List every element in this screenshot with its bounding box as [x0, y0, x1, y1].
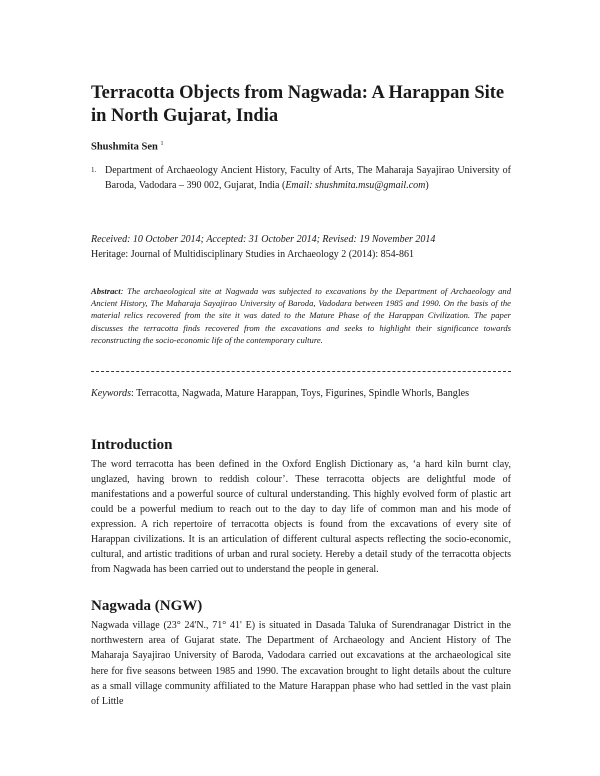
keywords	[91, 386, 511, 401]
affiliation-marker: 1.	[91, 166, 97, 174]
author-name-text: Shushmita Sen	[91, 141, 158, 153]
abstract-label: Abstract	[91, 286, 121, 296]
section-heading-nagwada: Nagwada (NGW)	[91, 598, 203, 614]
journal-citation: Heritage: Journal of Multidisciplinary Studies in Archaeology 2 (2014): 854-861	[91, 249, 414, 260]
affiliation-text	[105, 163, 511, 193]
keywords-text: : Terracotta, Nagwada, Mature Harappan, Toys, Figurines, Spindle Whorls, Bangles	[131, 388, 470, 399]
section-heading-introduction: Introduction	[91, 437, 173, 453]
affiliation-close: )	[425, 180, 429, 191]
email-label: Email:	[285, 180, 313, 191]
section-body-nagwada: Nagwada village (23° 24'N., 71° 41' E) is situated in Dasada Taluka of Surendranagar District in the northwestern area of Gujarat state. The Department of Archaeology and Ancient History of The Maharaja Sayajirao University of Baroda, Vadodara carried out excavations at the archaeological site here for five seasons between 1985 and 1990. The excavation brought to light details about the culture as a small village community affiliated to the Mature Harappan phase who had settled in the vast plain of Little	[91, 620, 511, 708]
abstract	[91, 285, 511, 346]
submission-dates: Received: 10 October 2014; Accepted: 31 October 2014; Revised: 19 November 2014	[91, 234, 436, 245]
affiliation-body: Department of Archaeology Ancient History, Faculty of Arts, The Maharaja Sayajirao University of Baroda, Vadodara – 390 002, Gujarat, India (	[105, 165, 511, 191]
author-name	[91, 137, 511, 155]
author-affiliation	[91, 163, 511, 193]
section-body-introduction: The word terracotta has been defined in the Oxford English Dictionary as, ‘a hard kiln burnt clay, unglazed, having brown to reddish colour’. These terracotta objects are delightful mode of manifestations and a powerful source of cultural understanding. This highly evolved form of plastic art could be a powerful medium to reach out to the day to day life of common man and his mode of expression. A rich repertoire of terracotta objects is found from the excavations of every site of Harappan civilizations. It is an articulation of different cultural aspects reflecting the socio-economic, cultural, and artistic traditions of urban and rural society. Hereby a detail study of the terracotta objects from Nagwada has been carried out to understand the people in general.	[91, 459, 511, 575]
abstract-text: : The archaeological site at Nagwada was subjected to excavations by the Department of Archaeology and Ancient History, The Maharaja Sayajirao University of Baroda, Vadodara between 1985 and 1990. On the basis of the material relics recovered from the site it was dated to the Mature Phase of the Harappan Civilization. The paper discusses the terracotta finds recovered from the excavations and seeks to highlight their significance towards reconstructing the socio-economic life of the contemporary culture.	[91, 286, 511, 345]
author-footnote-marker: 1	[160, 141, 164, 147]
keywords-label: Keywords	[91, 388, 132, 399]
author-email: shushmita.msu@gmail.com	[315, 180, 426, 191]
paper-title: Terracotta Objects from Nagwada: A Harappan Site in North Gujarat, India	[91, 83, 505, 126]
section-divider	[91, 371, 511, 372]
